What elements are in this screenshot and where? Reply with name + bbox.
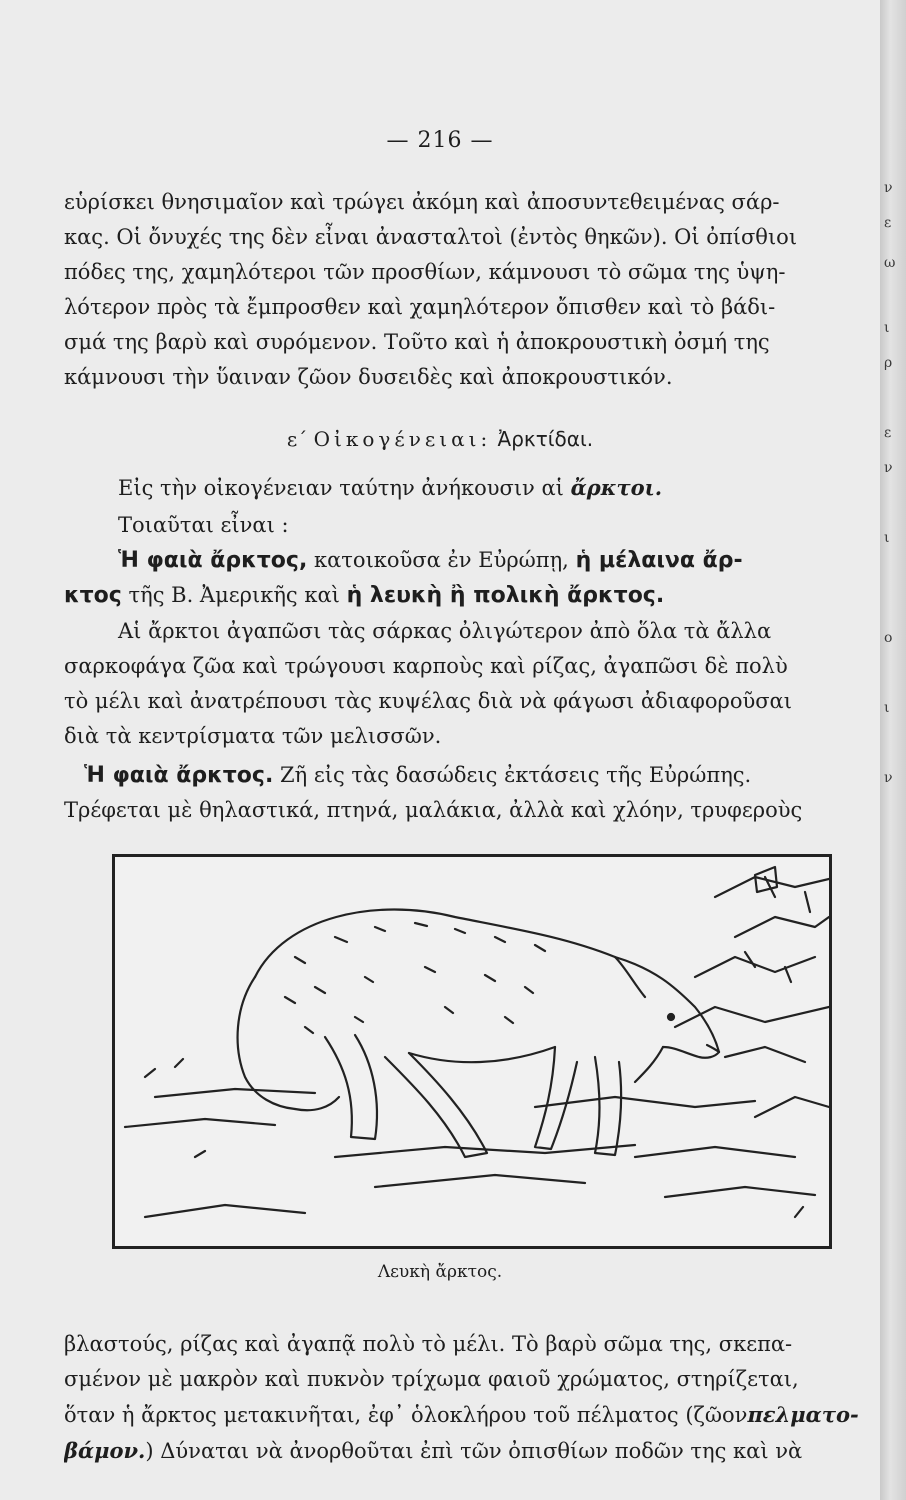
text-line: σαρκοφάγα ζῶα καὶ τρώγουσι καρποὺς καὶ ρίζας, ἀγαπῶσι δὲ πολὺ <box>64 654 788 678</box>
paragraph-hyena-description <box>64 185 864 395</box>
heading-families: Οἰκογένειαι: <box>313 427 492 451</box>
text-run: ὅταν ἡ ἄρκτος μετακινῆται, ἐφ᾽ ὁλοκλήρου τοῦ πέλματος (ζῶον <box>64 1403 748 1427</box>
text-line: σμένον μὲ μακρὸν καὶ πυκνὸν τρίχωμα φαιοῦ χρώματος, στηρίζεται, <box>64 1367 799 1391</box>
gutter-glyph: ν <box>884 460 893 476</box>
gutter-glyph: ν <box>884 770 893 786</box>
paragraph-such-are <box>64 508 864 543</box>
bold-term: ἡ λευκὴ ἢ πολικὴ ἄρκτος. <box>346 583 665 608</box>
text-line: κάμνουσι τὴν ὕαιναν ζῶον δυσειδὲς καὶ ἀποκρουστικόν. <box>64 365 673 389</box>
polar-bear-illustration <box>112 854 832 1249</box>
text-run: τῆς Β. Ἀμερικῆς καὶ <box>128 583 340 607</box>
bold-term: ἡ μέλαινα ἄρ- <box>575 548 743 573</box>
gutter-glyph: ρ <box>884 355 893 371</box>
gutter-glyph: ε <box>884 425 892 441</box>
text-line: βλαστούς, ρίζας καὶ ἀγαπᾷ πολὺ τὸ μέλι. Τὸ βαρὺ σῶμα της, σκεπα- <box>64 1332 793 1356</box>
text-line: πόδες της, χαμηλότεροι τῶν προσθίων, κάμνουσι τὸ σῶμα της ὑψη- <box>64 260 786 284</box>
text-line: Αἱ ἄρκτοι ἀγαπῶσι τὰς σάρκας ὀλιγώτερον ἀπὸ ὅλα τὰ ἄλλα <box>118 619 772 643</box>
gutter-glyph: ι <box>884 700 890 716</box>
page-number: — 216 — <box>386 128 494 153</box>
facing-page-gutter <box>880 0 906 1500</box>
text-line: Τοιαῦται εἶναι : <box>118 513 289 537</box>
text-line: κας. Οἱ ὄνυχές της δὲν εἶναι ἀνασταλτοὶ (ἐντὸς θηκῶν). Οἱ ὀπίσθιοι <box>64 225 798 249</box>
heading-family-name: Ἀρκτίδαι. <box>497 427 594 451</box>
gutter-glyph: ι <box>884 320 890 336</box>
italic-term: ἄρκτοι. <box>570 475 663 500</box>
gutter-glyph: ν <box>884 180 893 196</box>
paragraph-bear-diet <box>64 614 864 754</box>
text-line: εὑρίσκει θνησιμαῖον καὶ τρώγει ἀκόμη καὶ ἀποσυντεθειμένας σάρ- <box>64 190 780 214</box>
gutter-glyph: ι <box>884 530 890 546</box>
bold-term: Ἡ φαιὰ ἄρκτος. <box>84 763 274 788</box>
figure-caption: Λευκὴ ἄρκτος. <box>377 1262 503 1282</box>
text-line: λότερον πρὸς τὰ ἔμπροσθεν καὶ χαμηλότερον ὄπισθεν καὶ τὸ βάδι- <box>64 295 776 319</box>
text-line: τὸ μέλι καὶ ἀνατρέπουσι τὰς κυψέλας διὰ νὰ φάγωσι ἀδιαφοροῦσαι <box>64 689 792 713</box>
polar-bear-drawing <box>115 857 829 1246</box>
text-line: σμά της βαρὺ καὶ συρόμενον. Τοῦτο καὶ ἡ ἀποκρουστικὴ ὀσμή της <box>64 330 770 354</box>
italic-term: πελματο- <box>747 1402 859 1427</box>
text-line: Τρέφεται μὲ θηλαστικά, πτηνά, μαλάκια, ἀλλὰ καὶ χλόην, τρυφεροὺς <box>64 798 803 822</box>
gutter-glyph: ε <box>884 215 892 231</box>
paragraph-bear-body <box>64 1327 864 1469</box>
gutter-glyph: ω <box>884 255 896 271</box>
paragraph-family-intro <box>64 470 864 506</box>
section-heading <box>0 427 880 451</box>
bold-term: Ἡ φαιὰ ἄρκτος, <box>118 548 308 573</box>
paragraph-brown-bear <box>64 758 864 828</box>
paragraph-bear-species <box>64 543 864 613</box>
text-run: Ζῆ εἰς τὰς δασώδεις ἐκτάσεις τῆς Εὐρώπης. <box>280 763 752 787</box>
italic-term: βάμον. <box>64 1438 146 1463</box>
heading-prefix: ε΄ <box>286 427 308 451</box>
gutter-glyph: ο <box>884 630 893 646</box>
bold-term: κτος <box>64 583 122 608</box>
text-run: κατοικοῦσα ἐν Εὐρώπῃ, <box>314 548 569 572</box>
text-run: Εἰς τὴν οἰκογένειαν ταύτην ἀνήκουσιν αἱ <box>118 476 564 500</box>
text-line: διὰ τὰ κεντρίσματα τῶν μελισσῶν. <box>64 724 442 748</box>
text-run: ) Δύναται νὰ ἀνορθοῦται ἐπὶ τῶν ὀπισθίων ποδῶν της καὶ νὰ <box>145 1439 803 1463</box>
